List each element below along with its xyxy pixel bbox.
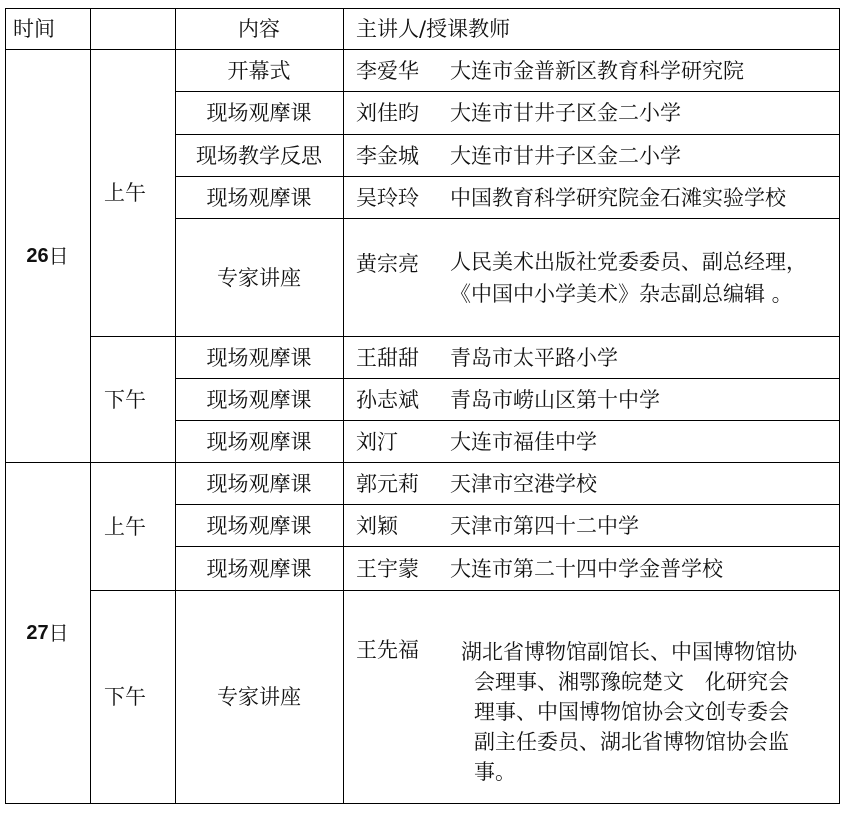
day-27-morning: 上午 — [104, 514, 146, 539]
speaker-name: 刘佳昀 — [356, 101, 419, 125]
row-content: 现场观摩课 — [206, 471, 312, 496]
day-27-afternoon: 下午 — [104, 685, 146, 709]
speaker-org: 中国教育科学研究院金石滩实验学校 — [450, 185, 786, 210]
header-content: 内容 — [238, 17, 280, 41]
speaker-org-line: 理事、中国博物馆协会文创专委会 — [474, 700, 789, 724]
speaker-org-line: 人民美术出版社党委委员、副总经理， — [450, 249, 807, 274]
row-content: 现场观摩课 — [206, 513, 312, 538]
row-content: 专家讲座 — [217, 265, 301, 290]
speaker-org: 大连市第二十四中学金普学校 — [450, 556, 723, 581]
speaker-name: 刘颖 — [356, 513, 398, 538]
speaker-org: 青岛市太平路小学 — [450, 345, 618, 370]
speaker-name: 孙志斌 — [356, 387, 419, 412]
row-speaker — [343, 337, 839, 378]
speaker-name: 王先福 — [356, 638, 419, 662]
speaker-name: 刘汀 — [356, 429, 398, 454]
speaker-name: 郭元莉 — [356, 471, 419, 496]
speaker-name: 李爱华 — [356, 58, 419, 83]
row-content: 现场观摩课 — [206, 387, 312, 412]
row-speaker — [343, 505, 839, 546]
speaker-org: 天津市空港学校 — [450, 471, 597, 496]
row-content: 现场教学反思 — [196, 143, 322, 168]
row-speaker — [343, 177, 839, 218]
header-speaker: 主讲人/授课教师 — [356, 17, 511, 41]
speaker-org-line: 事。 — [474, 760, 516, 784]
row-content: 现场观摩课 — [206, 345, 312, 370]
speaker-org-line: 湖北省博物馆副馆长、中国博物馆协 — [461, 640, 797, 664]
row-speaker — [343, 547, 839, 590]
row-speaker — [343, 50, 839, 91]
speaker-name: 黄宗亮 — [356, 251, 419, 276]
day-27-label: 27 日 — [26, 621, 69, 645]
speaker-org-line: 会理事、湘鄂豫皖楚文 化研究会 — [474, 670, 789, 694]
row-content: 现场观摩课 — [206, 429, 312, 454]
row-speaker — [343, 421, 839, 462]
row-content: 专家讲座 — [217, 685, 301, 709]
row-speaker — [343, 379, 839, 420]
speaker-name: 王宇蒙 — [356, 556, 419, 581]
row-speaker — [343, 135, 839, 176]
speaker-org: 大连市福佳中学 — [450, 429, 597, 454]
row-content: 开幕式 — [227, 58, 291, 83]
row-content: 现场观摩课 — [206, 185, 312, 210]
day-26-morning: 上午 — [104, 181, 146, 205]
row-content: 现场观摩课 — [206, 556, 312, 581]
row-speaker — [343, 219, 839, 336]
day-26-afternoon: 下午 — [104, 387, 146, 412]
speaker-org: 大连市甘井子区金二小学 — [450, 143, 681, 168]
speaker-org: 天津市第四十二中学 — [450, 513, 639, 538]
speaker-name: 王甜甜 — [356, 345, 419, 370]
row-speaker — [343, 463, 839, 504]
row-speaker — [343, 591, 839, 803]
speaker-name: 李金城 — [356, 143, 419, 168]
speaker-org-line: 《中国中小学美术》杂志副总编辑 。 — [450, 281, 793, 306]
row-content: 现场观摩课 — [206, 101, 312, 125]
header-time: 时间 — [13, 17, 55, 41]
speaker-name: 吴玲玲 — [356, 185, 419, 210]
speaker-org: 青岛市崂山区第十中学 — [450, 387, 660, 412]
row-speaker — [343, 92, 839, 134]
speaker-org-line: 副主任委员、湖北省博物馆协会监 — [474, 730, 789, 754]
speaker-org: 大连市金普新区教育科学研究院 — [450, 58, 744, 83]
day-26-label: 26 日 — [26, 244, 69, 268]
speaker-org: 大连市甘井子区金二小学 — [450, 101, 681, 125]
